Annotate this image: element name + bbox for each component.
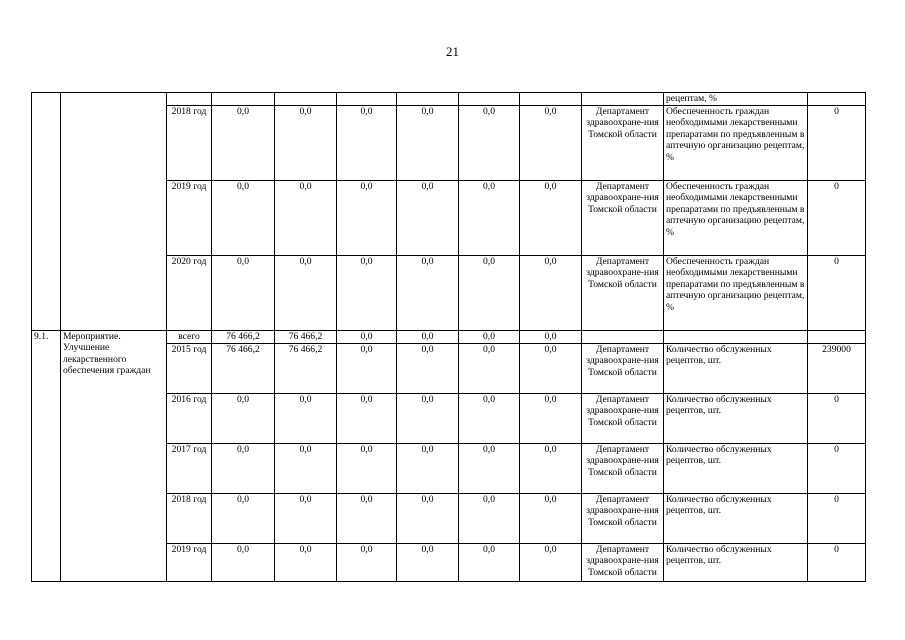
cell-value: 0,0 xyxy=(520,443,582,493)
cell-indicator: Обеспеченность граждан необходимыми лекарственными препаратами по предъявленным в аптечную организацию рецептам, % xyxy=(664,105,808,180)
cell-value: 0,0 xyxy=(397,493,459,543)
cell-value: 0,0 xyxy=(459,543,520,581)
cell-number xyxy=(32,93,61,331)
cell-department: Департамент здравоохране-ния Томской области xyxy=(582,393,664,443)
cell-department: Департамент здравоохране-ния Томской области xyxy=(582,105,664,180)
cell-value: 0,0 xyxy=(212,180,275,255)
cell-value: 0,0 xyxy=(212,543,275,581)
cell-value: 0,0 xyxy=(337,543,397,581)
cell-target xyxy=(808,93,866,106)
cell-target: 0 xyxy=(808,543,866,581)
cell-value: 76 466,2 xyxy=(275,343,337,393)
cell-indicator: Обеспеченность граждан необходимыми лекарственными препаратами по предъявленным в аптечную организацию рецептам, % xyxy=(664,180,808,255)
cell-value: 0,0 xyxy=(459,255,520,330)
cell-year: 2015 год xyxy=(167,343,212,393)
cell-value: 0,0 xyxy=(212,105,275,180)
cell-value xyxy=(212,93,275,106)
cell-value xyxy=(397,93,459,106)
cell-value: 0,0 xyxy=(337,105,397,180)
cell-indicator: рецептам, % xyxy=(664,93,808,106)
cell-target: 0 xyxy=(808,105,866,180)
cell-value: 0,0 xyxy=(275,105,337,180)
cell-name: Мероприятие. Улучшение лекарственного обеспечения граждан xyxy=(61,330,167,581)
cell-value: 0,0 xyxy=(459,393,520,443)
cell-value xyxy=(520,93,582,106)
cell-value: 0,0 xyxy=(520,343,582,393)
cell-target xyxy=(808,330,866,343)
cell-value: 76 466,2 xyxy=(212,343,275,393)
cell-value: 0,0 xyxy=(459,105,520,180)
cell-value: 0,0 xyxy=(212,255,275,330)
cell-indicator: Количество обслуженных рецептов, шт. xyxy=(664,393,808,443)
cell-target: 0 xyxy=(808,493,866,543)
cell-year: 2019 год xyxy=(167,543,212,581)
cell-value: 0,0 xyxy=(397,105,459,180)
cell-indicator: Количество обслуженных рецептов, шт. xyxy=(664,543,808,581)
cell-value: 0,0 xyxy=(275,393,337,443)
cell-value: 0,0 xyxy=(520,493,582,543)
cell-value: 0,0 xyxy=(520,105,582,180)
cell-name xyxy=(61,93,167,331)
cell-value xyxy=(459,93,520,106)
cell-number: 9.1. xyxy=(32,330,61,581)
cell-year: всего xyxy=(167,330,212,343)
cell-value: 0,0 xyxy=(397,443,459,493)
table-body xyxy=(32,93,866,582)
cell-target: 0 xyxy=(808,180,866,255)
cell-value: 0,0 xyxy=(212,493,275,543)
cell-value: 0,0 xyxy=(337,393,397,443)
cell-indicator xyxy=(664,330,808,343)
cell-value: 0,0 xyxy=(397,393,459,443)
cell-value: 0,0 xyxy=(275,443,337,493)
cell-value: 0,0 xyxy=(459,493,520,543)
cell-value: 0,0 xyxy=(275,543,337,581)
cell-value xyxy=(337,93,397,106)
cell-value: 76 466,2 xyxy=(275,330,337,343)
cell-value: 0,0 xyxy=(520,330,582,343)
cell-value: 0,0 xyxy=(520,255,582,330)
cell-value: 0,0 xyxy=(275,493,337,543)
cell-value: 0,0 xyxy=(337,343,397,393)
cell-value xyxy=(275,93,337,106)
cell-value: 0,0 xyxy=(459,343,520,393)
cell-year: 2020 год xyxy=(167,255,212,330)
cell-department xyxy=(582,93,664,106)
cell-target: 0 xyxy=(808,443,866,493)
cell-value: 0,0 xyxy=(397,180,459,255)
cell-indicator: Количество обслуженных рецептов, шт. xyxy=(664,493,808,543)
cell-value: 76 466,2 xyxy=(212,330,275,343)
cell-value: 0,0 xyxy=(459,443,520,493)
cell-value: 0,0 xyxy=(337,255,397,330)
cell-year: 2018 год xyxy=(167,105,212,180)
cell-department: Департамент здравоохране-ния Томской области xyxy=(582,443,664,493)
cell-value: 0,0 xyxy=(212,443,275,493)
cell-value: 0,0 xyxy=(520,180,582,255)
cell-department: Департамент здравоохране-ния Томской области xyxy=(582,493,664,543)
cell-value: 0,0 xyxy=(397,543,459,581)
cell-value: 0,0 xyxy=(397,343,459,393)
cell-value: 0,0 xyxy=(337,330,397,343)
cell-target: 239000 xyxy=(808,343,866,393)
cell-indicator: Количество обслуженных рецептов, шт. xyxy=(664,443,808,493)
cell-department: Департамент здравоохране-ния Томской области xyxy=(582,180,664,255)
cell-department: Департамент здравоохране-ния Томской области xyxy=(582,343,664,393)
cell-value: 0,0 xyxy=(337,493,397,543)
cell-value: 0,0 xyxy=(397,255,459,330)
table-row xyxy=(32,330,866,343)
cell-value: 0,0 xyxy=(275,180,337,255)
cell-department xyxy=(582,330,664,343)
page-number: 21 xyxy=(446,44,459,59)
program-table xyxy=(31,92,866,582)
cell-year: 2018 год xyxy=(167,493,212,543)
cell-target: 0 xyxy=(808,255,866,330)
cell-value: 0,0 xyxy=(459,180,520,255)
cell-indicator: Обеспеченность граждан необходимыми лекарственными препаратами по предъявленным в аптечную организацию рецептам, % xyxy=(664,255,808,330)
cell-department: Департамент здравоохране-ния Томской области xyxy=(582,543,664,581)
cell-value: 0,0 xyxy=(337,443,397,493)
cell-value: 0,0 xyxy=(397,330,459,343)
cell-value: 0,0 xyxy=(459,330,520,343)
cell-indicator: Количество обслуженных рецептов, шт. xyxy=(664,343,808,393)
cell-value: 0,0 xyxy=(520,543,582,581)
cell-year: 2016 год xyxy=(167,393,212,443)
cell-value: 0,0 xyxy=(337,180,397,255)
cell-value: 0,0 xyxy=(520,393,582,443)
cell-value: 0,0 xyxy=(212,393,275,443)
cell-year xyxy=(167,93,212,106)
table-row xyxy=(32,93,866,106)
cell-year: 2017 год xyxy=(167,443,212,493)
cell-value: 0,0 xyxy=(275,255,337,330)
cell-target: 0 xyxy=(808,393,866,443)
cell-department: Департамент здравоохране-ния Томской области xyxy=(582,255,664,330)
cell-year: 2019 год xyxy=(167,180,212,255)
